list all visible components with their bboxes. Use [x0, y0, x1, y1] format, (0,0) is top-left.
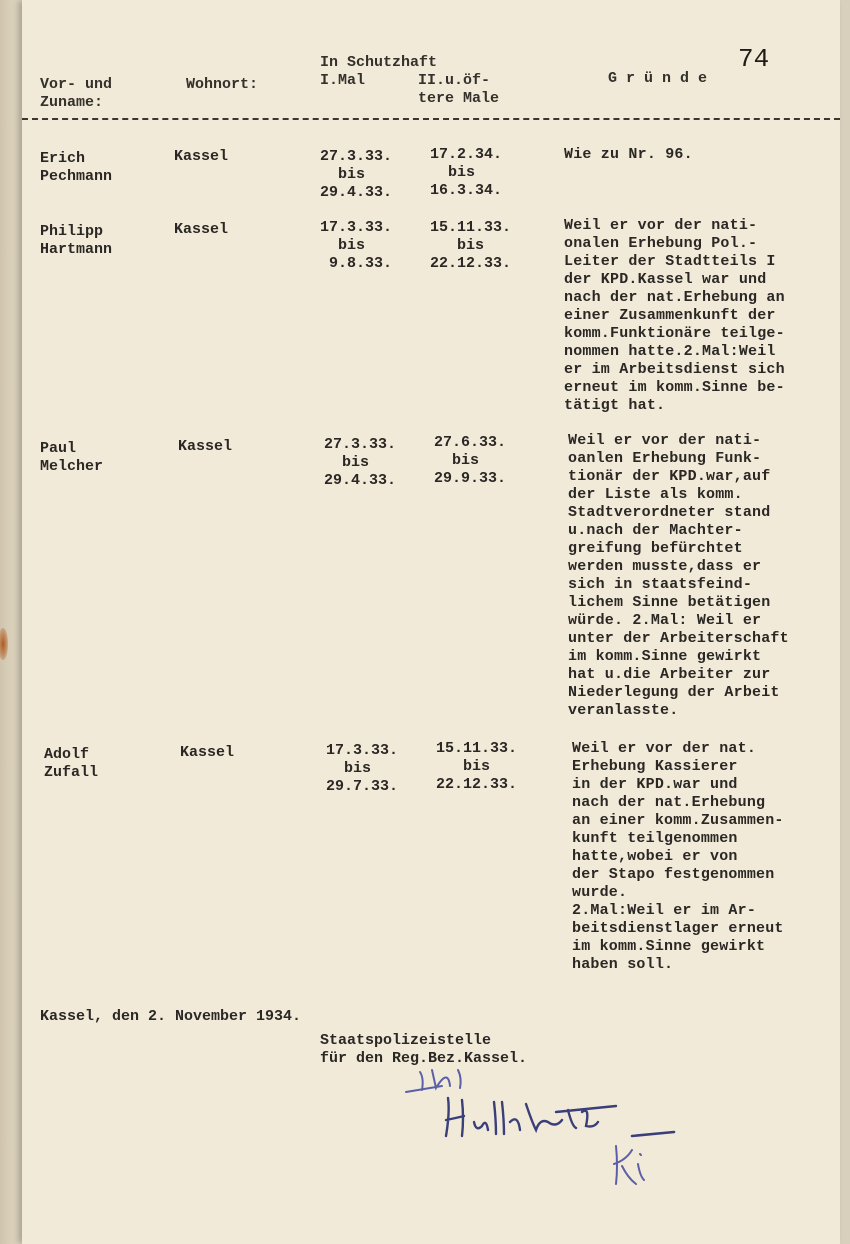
header-divider	[22, 118, 840, 120]
handwritten-mark-signature	[606, 1140, 656, 1190]
row-4-later-custody: 15.11.33. bis 22.12.33.	[436, 740, 518, 793]
row-2-residence: Kassel	[174, 221, 229, 238]
header-name-column: Vor- und Zuname:	[40, 76, 113, 111]
header-custody-title: In Schutzhaft	[320, 54, 438, 71]
row-1-residence: Kassel	[174, 148, 229, 165]
row-1-name: Erich Pechmann	[40, 150, 113, 185]
row-4-reason: Weil er vor der nat. Erhebung Kassierer in der KPD.war und nach der nat.Erhebung an einer komm.Zusammen- kunft teilgenommen hatte,wobei er von der Stapo festgenommen wurde. 2.Mal:Weil er im Ar- beitsdienstlager erneut im komm.Sinne gewirkt haben soll.	[572, 740, 784, 973]
row-3-residence: Kassel	[178, 438, 233, 455]
header-later-times-column: II.u.öf- tere Male	[418, 72, 500, 107]
row-1-later-custody: 17.2.34. bis 16.3.34.	[430, 146, 503, 199]
row-1-reason: Wie zu Nr. 96.	[564, 146, 693, 163]
binding-spine	[0, 0, 22, 1244]
header-residence-column: Wohnort:	[186, 76, 259, 93]
row-4-first-custody: 17.3.33. bis 29.7.33.	[326, 742, 399, 795]
row-2-first-custody: 17.3.33. bis 9.8.33.	[320, 219, 393, 272]
header-first-time-column: I.Mal	[320, 72, 366, 89]
place-and-date: Kassel, den 2. November 1934.	[40, 1008, 302, 1025]
row-3-name: Paul Melcher	[40, 440, 104, 475]
row-4-name: Adolf Zufall	[44, 746, 99, 781]
row-4-residence: Kassel	[180, 744, 235, 761]
page-number: 74	[738, 44, 770, 74]
row-2-reason: Weil er vor der nati- onalen Erhebung Pol.- Leiter der Stadtteils I der KPD.Kassel war und nach der nat.Erhebung an einer Zusammenkunft der komm.Funktionäre teilge- nommen hatte.2.Mal:Weil er im Arbeitsdienst sich erneut im komm.Sinne be- tätigt hat.	[564, 217, 785, 414]
issuing-office: Staatspolizeistelle für den Reg.Bez.Kassel.	[320, 1032, 528, 1067]
document-page	[22, 0, 840, 1244]
row-3-later-custody: 27.6.33. bis 29.9.33.	[434, 434, 507, 487]
row-1-first-custody: 27.3.33. bis 29.4.33.	[320, 148, 393, 201]
row-3-first-custody: 27.3.33. bis 29.4.33.	[324, 436, 397, 489]
row-3-reason: Weil er vor der nati- oanlen Erhebung Funk- tionär der KPD.war,auf der Liste als komm. Stadtverordneter stand u.nach der Machter- greifung befürchtet werden musste,dass er sich in staatsfeind- lichem Sinne betätigen würde. 2.Mal: Weil er unter der Arbeiterschaft im komm.Sinne gewirkt hat u.die Arbeiter zur Niederlegung der Arbeit veranlasste.	[568, 432, 789, 719]
header-reasons-column: G r ü n d e	[608, 70, 708, 87]
row-2-later-custody: 15.11.33. bis 22.12.33.	[430, 219, 512, 272]
row-2-name: Philipp Hartmann	[40, 223, 113, 258]
